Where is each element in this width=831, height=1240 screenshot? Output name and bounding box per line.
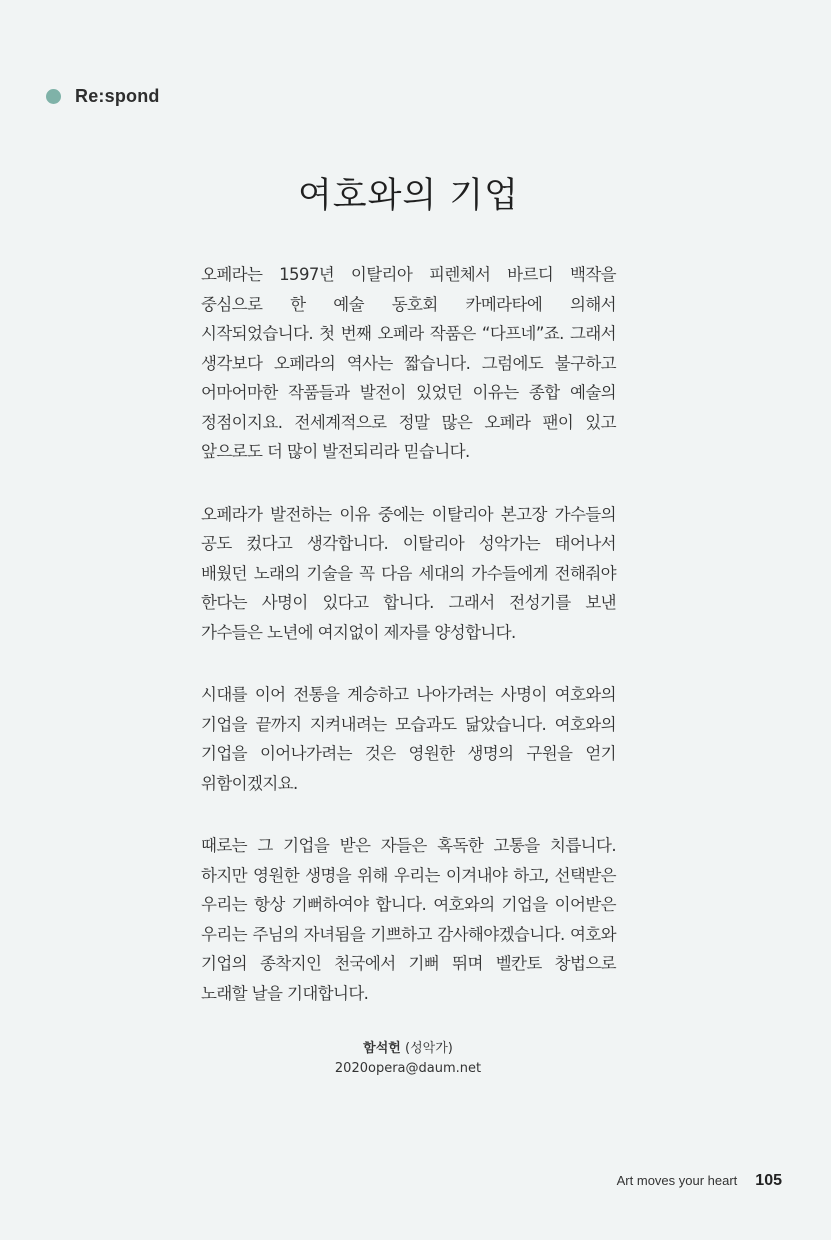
section-tag	[46, 86, 160, 107]
author-role: (성악가)	[405, 1041, 453, 1056]
article-body	[201, 260, 616, 1041]
author-line	[292, 1039, 524, 1059]
page-number: 105	[755, 1172, 782, 1189]
author-email: 2020opera@daum.net	[334, 1061, 482, 1076]
page-footer	[617, 1172, 782, 1190]
footer-tagline: Art moves your heart	[616, 1173, 738, 1188]
article-title: 여호와의 기업	[298, 176, 519, 216]
article-paragraph: 오페라가 발전하는 이유 중에는 이탈리아 본고장 가수들의 공도 컸다고 생각합니다. 이탈리아 성악가는 태어나서 배웠던 노래의 기술을 꼭 다음 세대의 가수들에게 전해줘야 한다는 사명이 있다고 합니다. 그래서 전성기를 보낸 가수들은 노년에 여지없이 제자를 양성합니다.	[201, 504, 616, 642]
author-name: 함석헌	[363, 1041, 401, 1056]
author-byline	[292, 1039, 524, 1079]
section-label: Re:spond	[75, 86, 160, 106]
article-paragraph: 오페라는 1597년 이탈리아 피렌체서 바르디 백작을 중심으로 한 예술 동호회 카메라타에 의해서 시작되었습니다. 첫 번째 오페라 작품은 “다프네”죠. 그래서 생각보다 오페라의 역사는 짧습니다. 그럼에도 불구하고 어마어마한 작품들과 발전이 있었던 이유는 종합 예술의 정점이지요. 전세계적으로 정말 많은 오페라 팬이 있고 앞으로도 더 많이 발전되리라 믿습니다.	[201, 265, 616, 461]
section-dot-icon	[46, 89, 61, 104]
article-paragraph: 시대를 이어 전통을 계승하고 나아가려는 사명이 여호와의 기업을 끝까지 지켜내려는 모습과도 닮았습니다. 여호와의 기업을 이어나가려는 것은 영원한 생명의 구원을 얻기 위함이겠지요.	[201, 685, 616, 793]
article-paragraph: 때로는 그 기업을 받은 자들은 혹독한 고통을 치릅니다. 하지만 영원한 생명을 위해 우리는 이겨내야 하고, 선택받은 우리는 항상 기뻐하여야 합니다. 여호와의 기업을 이어받은 우리는 주님의 자녀됨을 기쁘하고 감사해야겠습니다. 여호와 기업의 종착지인 천국에서 기뻐 뛰며 벨칸토 창법으로 노래할 날을 기대합니다.	[201, 836, 616, 1003]
